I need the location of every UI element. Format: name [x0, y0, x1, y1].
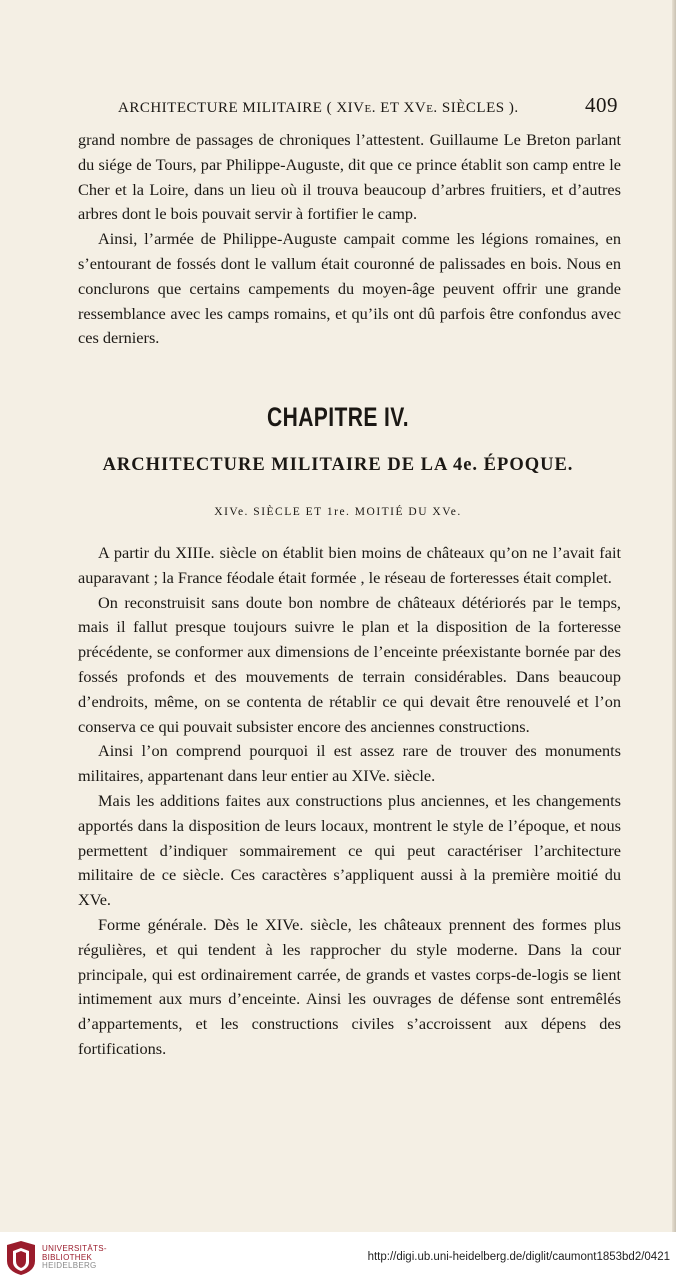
page-edge — [672, 0, 676, 1232]
chapter-subtitle: XIVe. SIÈCLE ET 1re. MOITIÉ DU XVe. — [214, 506, 462, 518]
library-name — [42, 1245, 107, 1271]
running-title: ARCHITECTURE MILITAIRE ( XIVe. ET XVe. SIÈCLES ). — [118, 100, 519, 116]
paragraph: On reconstruisit sans doute bon nombre de châteaux détériorés par le temps, mais il fallut presque toujours suivre le plan et la disposition de la forteresse précédente, se conformer aux dimensions de l’enceinte préexistante bornée par des fossés profonds et des mouvements de terrain considérables. Dans beaucoup d’endroits, même, on se contenta de rétablir ce qui devait être renouvelé et l’on conserva ce qui pouvait subsister encore des anciennes constructions. — [78, 592, 621, 736]
paragraph: grand nombre de passages de chroniques l’attestent. Guillaume Le Breton parlant du siége de Tours, par Philippe-Auguste, dit que ce prince établit son camp entre le Cher et la Loire, dans un lieu où il trouva beaucoup d’arbres fruitiers, et d’autres arbres dont le bois pouvait servir à fortifier le camp. — [78, 130, 621, 224]
paragraph: Ainsi l’on comprend pourquoi il est assez rare de trouver des monuments militaires, appartenant dans leur entier au XIVe. siècle. — [78, 741, 621, 786]
paragraph: Mais les additions faites aux constructions plus anciennes, et les changements apportés dans la disposition de leurs locaux, montrent le style de l’époque, et nous permettent d’indiquer sommairement ce qui peut caractériser l’architecture militaire de ce siècle. Ces caractères s’appliquent aussi à la première moitié du XVe. — [78, 790, 621, 910]
paragraph: A partir du XIIIe. siècle on établit bien moins de châteaux qu’on ne l’avait fait auparavant ; la France féodale était formée , le réseau de forteresses était complet. — [78, 543, 621, 587]
chapter-title: ARCHITECTURE MILITAIRE DE LA 4e. ÉPOQUE. — [102, 455, 574, 475]
library-name-line: BIBLIOTHEK — [42, 1252, 93, 1262]
university-library-logo-icon — [5, 1241, 37, 1275]
source-url-link[interactable]: http://digi.ub.uni-heidelberg.de/diglit/caumont1853bd2/0421 — [367, 1251, 670, 1263]
library-name-line: HEIDELBERG — [42, 1261, 97, 1270]
library-name-line: UNIVERSITÄTS- — [42, 1244, 107, 1253]
paragraph: Ainsi, l’armée de Philippe-Auguste campait comme les légions romaines, en s’entourant de fossés dont le vallum était couronné de palissades en bois. Nous en conclurons que certains campements du moyen-âge peuvent offrir une grande ressemblance avec les camps romains, et qu’ils ont dû parfois être confondus avec ces derniers. — [78, 229, 621, 348]
text-block-after-chapter — [78, 541, 621, 1062]
viewer-footer — [0, 1232, 678, 1283]
page-header — [118, 93, 618, 123]
paragraph: Forme générale. Dès le XIVe. siècle, les châteaux prennent des formes plus régulières, et qui tendent à les rapprocher du style moderne. Dans la cour principale, qui est ordinairement carrée, de grands et vastes corps-de-logis se lient intimement aux murs d’enceinte. Ainsi les ouvrages de défense sont entremêlés d’appartements, et les constructions civiles s’accroissent aux dépens des fortifications. — [78, 914, 621, 1058]
chapter-heading: CHAPITRE IV. — [266, 402, 409, 432]
text-block-before-chapter — [78, 128, 621, 351]
page-number: 409 — [585, 93, 618, 117]
